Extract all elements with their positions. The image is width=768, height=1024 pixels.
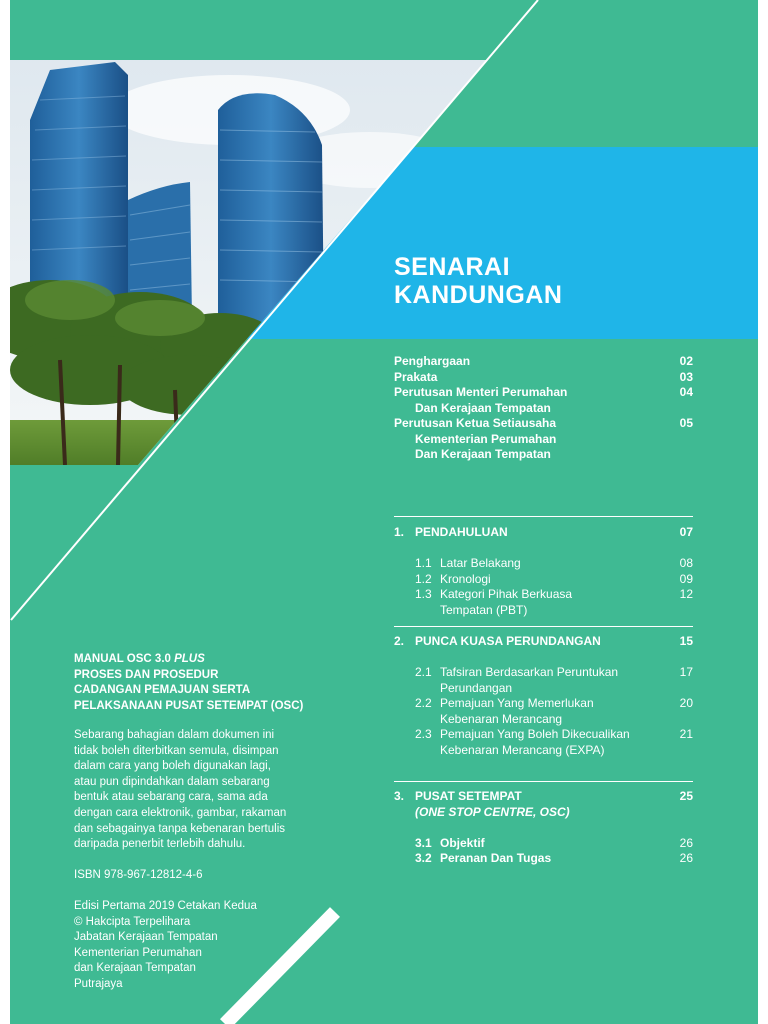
toc-item-perutusan-ketua[interactable]: Perutusan Ketua Setiausaha [394,416,557,430]
subsection-number: 2.2 [415,696,432,710]
toc-page-number: 08 [679,556,693,570]
subsection-number: 2.3 [415,727,432,741]
toc-item-penghargaan[interactable]: Penghargaan [394,354,471,368]
toc-item-continuation: Kementerian Perumahan [415,432,557,446]
notice-line: dalam cara yang boleh digunakan lagi, [74,760,271,773]
edition-line: Edisi Pertama 2019 Cetakan Kedua [74,900,257,912]
page-title [394,253,562,309]
manual-title-plus: PLUS [174,653,205,665]
subsection-title[interactable]: Tafsiran Berdasarkan Peruntukan [440,665,619,679]
toc-item-continuation: Dan Kerajaan Tempatan [415,401,551,415]
chapter-number: 2. [394,634,405,648]
notice-line: dan sebagainya tanpa kebenaran bertulis [74,822,285,835]
manual-title-line-3: CADANGAN PEMAJUAN SERTA [74,684,251,697]
subsection-title-cont: Kebenaran Merancang (EXPA) [440,743,605,757]
toc-item-perutusan-menteri[interactable]: Perutusan Menteri Perumahan [394,385,568,399]
notice-line: bentuk atau sebarang cara, sama ada [74,791,268,804]
manual-title-line-1: MANUAL OSC 3.0 [74,653,175,665]
toc-page-number: 15 [679,634,693,648]
notice-line: Sebarang bahagian dalam dokumen ini [74,729,275,741]
subsection-title-cont: Perundangan [440,681,513,695]
toc-page-number: 26 [679,851,693,865]
subsection-number: 1.1 [415,556,432,570]
subsection-title-cont: Kebenaran Merancang [440,712,563,726]
edition-line: dan Kerajaan Tempatan [74,962,196,975]
section-divider [394,626,693,627]
edition-line: Putrajaya [74,977,123,990]
toc-item-prakata[interactable]: Prakata [394,370,438,384]
toc-page-number: 12 [679,587,693,601]
chapter-title[interactable]: PENDAHULUAN [415,525,508,539]
subsection-title[interactable]: Pemajuan Yang Memerlukan [440,696,594,710]
toc-item-continuation: Dan Kerajaan Tempatan [415,447,551,461]
chapter-title-cont: (ONE STOP CENTRE, OSC) [415,805,570,819]
subsection-title[interactable]: Kronologi [440,572,491,586]
toc-page-number: 03 [679,370,693,384]
toc-page-number: 04 [679,385,693,399]
toc-page-number: 07 [679,525,693,539]
subsection-title[interactable]: Objektif [440,836,485,850]
manual-title-line-4: PELAKSANAAN PUSAT SETEMPAT (OSC) [74,699,304,712]
subsection-number: 2.1 [415,665,432,679]
manual-title-line-2: PROSES DAN PROSEDUR [74,668,219,681]
notice-line: atau pun dipindahkan dalam sebarang [74,775,270,788]
chapter-number: 1. [394,525,405,539]
toc-page-number: 09 [679,572,693,586]
chapter-title[interactable]: PUNCA KUASA PERUNDANGAN [415,634,601,648]
edition-line: © Hakcipta Terpelihara [74,915,191,928]
title-line-2: KANDUNGAN [394,281,563,309]
title-line-1: SENARAI [394,253,511,281]
toc-page-number: 25 [679,789,693,803]
subsection-number: 1.3 [415,587,432,601]
copyright-notice [74,728,286,853]
toc-page-number: 21 [679,727,693,741]
chapter-number: 3. [394,789,405,803]
subsection-title[interactable]: Kategori Pihak Berkuasa [440,587,573,601]
edition-line: Jabatan Kerajaan Tempatan [74,931,218,944]
isbn: ISBN 978-967-12812-4-6 [74,869,203,881]
notice-line: dengan cara elektronik, gambar, rakaman [74,806,287,819]
edition-line: Kementerian Perumahan [74,946,202,959]
section-divider [394,781,693,782]
section-divider [394,516,693,517]
toc-page-number: 05 [679,416,693,430]
notice-line: tidak boleh diterbitkan semula, disimpan [74,744,279,757]
toc-page [10,0,758,1024]
notice-line: daripada penerbit terlebih dahulu. [74,838,246,851]
subsection-title[interactable]: Latar Belakang [440,556,521,570]
toc-page-number: 02 [679,354,693,368]
edition-info [74,899,257,993]
manual-title [74,652,303,714]
toc-page-number: 17 [679,665,693,679]
subsection-number: 1.2 [415,572,432,586]
subsection-title[interactable]: Peranan Dan Tugas [440,851,552,865]
subsection-number: 3.2 [415,851,432,865]
subsection-number: 3.1 [415,836,432,850]
chapter-title[interactable]: PUSAT SETEMPAT [415,789,522,803]
subsection-title-cont: Tempatan (PBT) [440,603,528,617]
toc-page-number: 20 [679,696,693,710]
subsection-title[interactable]: Pemajuan Yang Boleh Dikecualikan [440,727,630,741]
toc-page-number: 26 [679,836,693,850]
